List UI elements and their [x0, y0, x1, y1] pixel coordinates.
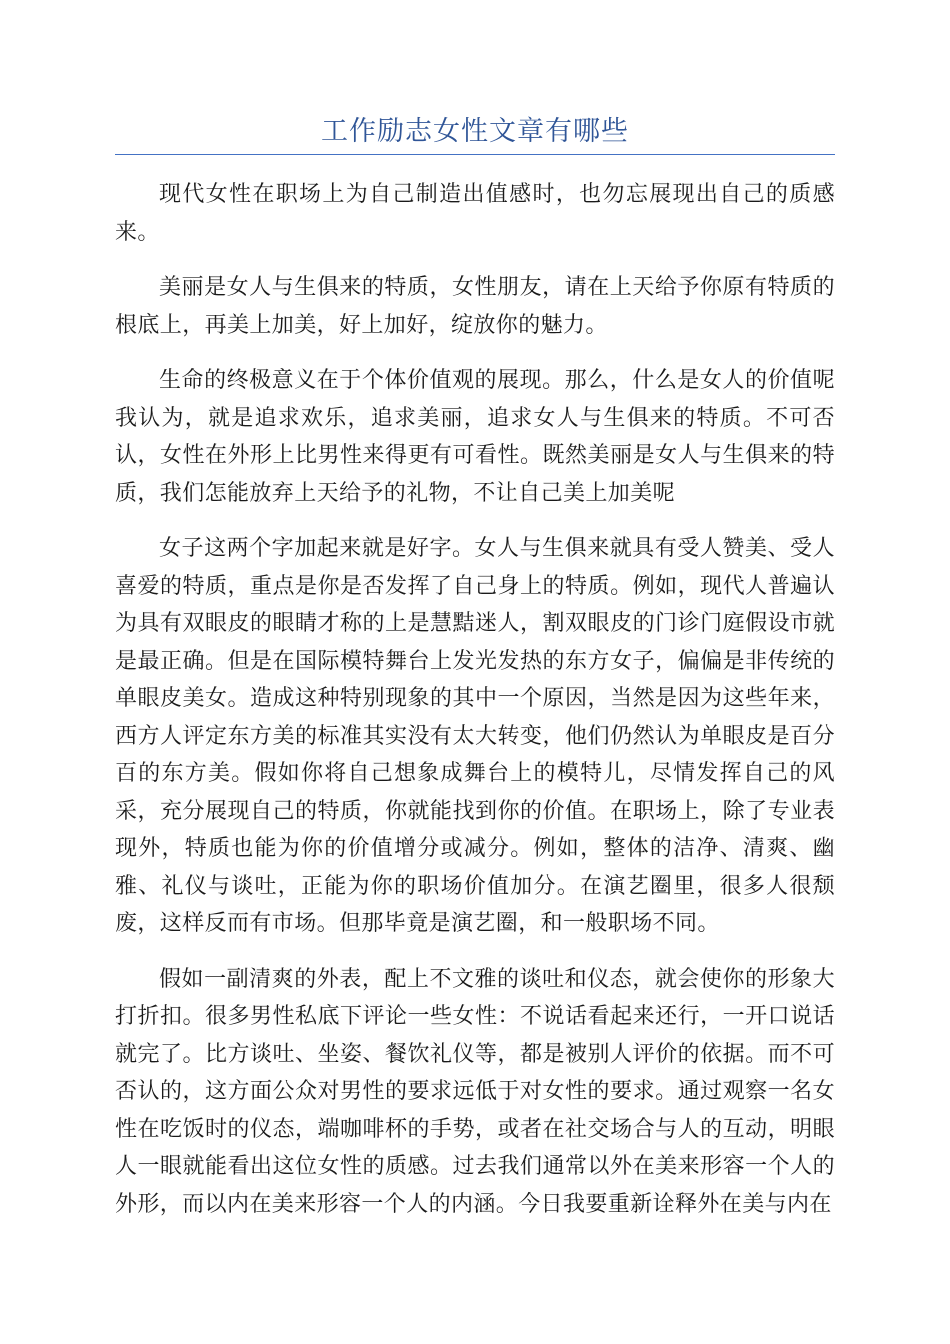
- paragraph: 生命的终极意义在于个体价值观的展现。那么，什么是女人的价值呢我认为，就是追求欢乐，追求美丽，追求女人与生俱来的特质。不可否认，女性在外形上比男性来得更有可看性。既然美丽是女人与生俱来的特质，我们怎能放弃上天给予的礼物，不让自己美上加美呢: [115, 368, 835, 506]
- document-title: 工作励志女性文章有哪些: [321, 116, 629, 147]
- paragraph: 假如一副清爽的外表，配上不文雅的谈吐和仪态，就会使你的形象大打折扣。很多男性私底下评论一些女性：不说话看起来还行，一开口说话就完了。比方谈吐、坐姿、餐饮礼仪等，都是被别人评价的依据。而不可否认的，这方面公众对男性的要求远低于对女性的要求。通过观察一名女性在吃饭时的仪态，端咖啡杯的手势，或者在社交场合与人的互动，明眼人一眼就能看出这位女性的质感。过去我们通常以外在美来形容一个人的外形，而以内在美来形容一个人的内涵。今日我要重新诠释外在美与内在: [115, 966, 835, 1217]
- title-underline: [115, 154, 835, 155]
- paragraph: 女子这两个字加起来就是好字。女人与生俱来就具有受人赞美、受人喜爱的特质，重点是你是否发挥了自己身上的特质。例如，现代人普遍认为具有双眼皮的眼睛才称的上是慧黠迷人，割双眼皮的门诊门庭假设市就是最正确。但是在国际模特舞台上发光发热的东方女子，偏偏是非传统的单眼皮美女。造成这种特别现象的其中一个原因，当然是因为这些年来，西方人评定东方美的标准其实没有太大转变，他们仍然认为单眼皮是百分百的东方美。假如你将自己想象成舞台上的模特儿，尽情发挥自己的风采，充分展现自己的特质，你就能找到你的价值。在职场上，除了专业表现外，特质也能为你的价值增分或减分。例如，整体的洁净、清爽、幽雅、礼仪与谈吐，正能为你的职场价值加分。在演艺圈里，很多人很颓废，这样反而有市场。但那毕竟是演艺圈，和一般职场不同。: [115, 536, 835, 936]
- paragraph: 现代女性在职场上为自己制造出值感时，也勿忘展现出自己的质感来。: [115, 182, 835, 245]
- document-body: [115, 176, 835, 1241]
- paragraph: 美丽是女人与生俱来的特质，女性朋友，请在上天给予你原有特质的根底上，再美上加美，好上加好，绽放你的魅力。: [115, 275, 835, 338]
